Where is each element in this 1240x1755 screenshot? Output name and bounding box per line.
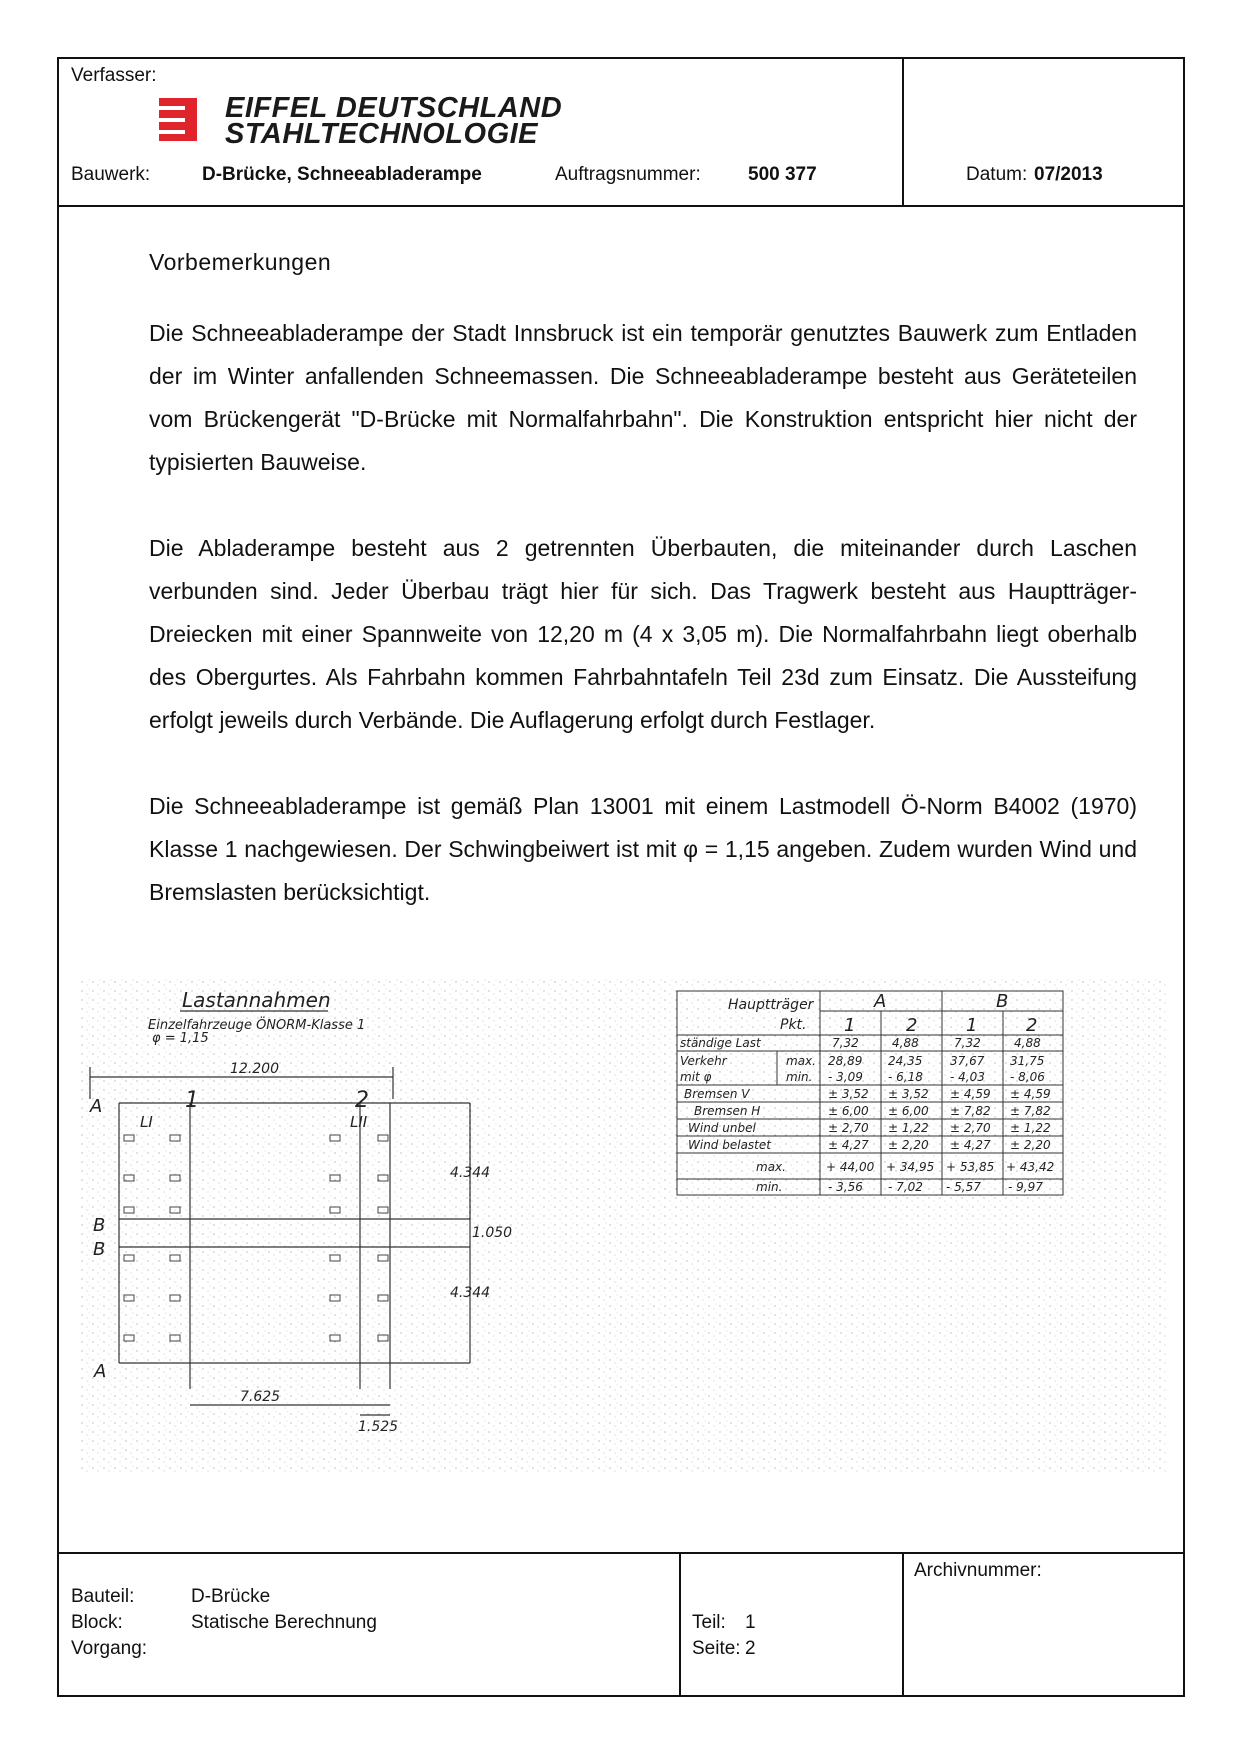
sketch-phi: φ = 1,15 (152, 1031, 209, 1046)
paragraph-1: Die Schneeabladerampe der Stadt Innsbruck ist ein temporär genutztes Bauwerk zum Entladen der im Winter anfallenden Schneemassen. Die Schneeabladerampe besteht aus Geräteteilen vom Brückengerät "D-Brücke mit Normalfahrbahn". Die Konstruktion entspricht hier nicht der typisierten Bauweise. (149, 320, 1137, 475)
cell-2-1: - 6,18 (888, 1070, 923, 1084)
point-label-2: 2 (355, 1088, 369, 1113)
dim-bottom-1: 7.625 (240, 1389, 281, 1405)
table-point-label: Pkt. (780, 1017, 807, 1033)
logo-line-2: STAHLTECHNOLOGIE (225, 118, 539, 150)
row-sub-7: max. (756, 1160, 786, 1174)
cell-4-2: ± 7,82 (950, 1104, 991, 1118)
cell-5-3: ± 1,22 (1010, 1121, 1051, 1135)
cell-7-0: + 44,00 (826, 1160, 875, 1174)
row-sub-8: min. (756, 1180, 783, 1194)
cell-0-3: 4,88 (1014, 1036, 1041, 1050)
lane-label-2: LII (350, 1113, 368, 1131)
component-label: Bauteil: (71, 1586, 135, 1607)
cell-7-1: + 34,95 (886, 1160, 935, 1174)
dim-span: 12.200 (230, 1061, 279, 1077)
cell-4-3: ± 7,82 (1010, 1104, 1051, 1118)
cell-2-3: - 8,06 (1010, 1070, 1045, 1084)
axis-b-top: B (93, 1215, 106, 1236)
page-label: Seite: (692, 1638, 741, 1659)
cell-5-0: ± 2,70 (828, 1121, 869, 1135)
dim-bottom-2: 1.525 (358, 1419, 399, 1435)
cell-8-1: - 7,02 (888, 1180, 923, 1194)
archive-label: Archivnummer: (914, 1560, 1042, 1581)
cell-4-0: ± 6,00 (828, 1104, 869, 1118)
header-left-cell (59, 59, 904, 207)
cell-3-3: ± 4,59 (1010, 1087, 1051, 1101)
table-col-b2: 2 (1026, 1015, 1038, 1036)
cell-6-3: ± 2,20 (1010, 1138, 1051, 1152)
load-figure (80, 979, 1166, 1473)
cell-3-0: ± 3,52 (828, 1087, 869, 1101)
paragraph-2: Die Abladerampe besteht aus 2 getrennten Überbauten, die miteinander durch Laschen verbunden sind. Jeder Überbau trägt hier für sich. Das Tragwerk besteht aus Hauptträger-Dreiecken mit einer Spannweite von 12,20 m (4 x 3,05 m). Die Normalfahrbahn liegt oberhalb des Obergurtes. Als Fahrbahn kommen Fahrbahntafeln Teil 23d zum Einsatz. Die Aussteifung erfolgt jeweils durch Verbände. Die Auflagerung erfolgt durch Festlager. (149, 535, 1137, 733)
table-group-b: B (996, 991, 1009, 1012)
dim-width-2: 4.344 (450, 1285, 491, 1301)
cell-1-2: 37,67 (950, 1054, 985, 1068)
dim-gap: 1.050 (472, 1225, 513, 1241)
page-frame (57, 57, 1185, 1697)
lane-label-1: LI (140, 1113, 153, 1131)
page-value: 2 (745, 1638, 756, 1659)
dim-width-1: 4.344 (450, 1165, 491, 1181)
row-label-0: ständige Last (680, 1036, 761, 1050)
axis-a-top: A (90, 1096, 103, 1117)
cell-5-1: ± 1,22 (888, 1121, 929, 1135)
cell-0-0: 7,32 (832, 1036, 859, 1050)
author-label: Verfasser: (71, 65, 157, 86)
cell-4-1: ± 6,00 (888, 1104, 929, 1118)
row-label-5: Wind unbel (688, 1121, 756, 1135)
cell-8-0: - 3,56 (828, 1180, 863, 1194)
paragraph-3: Die Schneeabladerampe ist gemäß Plan 13001 mit einem Lastmodell Ö-Norm B4002 (1970) Klasse 1 nachgewiesen. Der Schwingbeiwert ist mit φ = 1,15 angeben. Zudem wurden Wind und Bremslasten berücksichtigt. (149, 793, 1137, 905)
cell-0-1: 4,88 (892, 1036, 919, 1050)
cell-1-1: 24,35 (888, 1054, 923, 1068)
logo-mark-icon (155, 96, 201, 142)
cell-1-0: 28,89 (828, 1054, 863, 1068)
axis-a-bottom: A (94, 1361, 107, 1382)
sketch-title: Lastannahmen (182, 988, 331, 1012)
order-label: Auftragsnummer: (555, 164, 701, 185)
main-content (149, 249, 1137, 957)
structure-value: D-Brücke, Schneeabladerampe (202, 164, 482, 185)
cell-3-2: ± 4,59 (950, 1087, 991, 1101)
table-col-a1: 1 (844, 1015, 856, 1036)
row-label-3: Bremsen V (684, 1087, 750, 1101)
sketch-subtitle: Einzelfahrzeuge ÖNORM-Klasse 1 (148, 1018, 366, 1033)
cell-6-0: ± 4,27 (828, 1138, 869, 1152)
logo-line-1: EIFFEL DEUTSCHLAND (225, 92, 563, 124)
header-right-cell (904, 59, 1183, 207)
table-group-a: A (874, 991, 887, 1012)
date-label: Datum: (966, 164, 1028, 185)
row-label-4: Bremsen H (694, 1104, 761, 1118)
footer-left-cell (59, 1552, 681, 1695)
cell-2-2: - 4,03 (950, 1070, 985, 1084)
row-sub-1: max. (786, 1054, 816, 1068)
block-label: Block: (71, 1612, 123, 1633)
row-label-1: Verkehr (680, 1054, 727, 1068)
process-label: Vorgang: (71, 1638, 148, 1659)
table-col-a2: 2 (906, 1015, 918, 1036)
date-value: 07/2013 (1034, 164, 1103, 185)
axis-b-bottom: B (93, 1239, 106, 1260)
cell-7-2: + 53,85 (946, 1160, 995, 1174)
cell-5-2: ± 2,70 (950, 1121, 991, 1135)
block-value: Statische Berechnung (191, 1612, 377, 1633)
footer-right-cell (904, 1552, 1183, 1695)
table-col-b1: 1 (966, 1015, 978, 1036)
row-sub-2: min. (786, 1070, 813, 1084)
cell-0-2: 7,32 (954, 1036, 981, 1050)
cell-8-2: - 5,57 (946, 1180, 981, 1194)
cell-7-3: + 43,42 (1006, 1160, 1055, 1174)
cell-6-1: ± 2,20 (888, 1138, 929, 1152)
part-label: Teil: (692, 1612, 726, 1633)
cell-2-0: - 3,09 (828, 1070, 863, 1084)
cell-6-2: ± 4,27 (950, 1138, 991, 1152)
structure-label: Bauwerk: (71, 164, 151, 185)
cell-1-3: 31,75 (1010, 1054, 1045, 1068)
order-value: 500 377 (748, 164, 817, 185)
point-label-1: 1 (185, 1088, 199, 1113)
table-header-label: Hauptträger (728, 997, 814, 1013)
row-label-6: Wind belastet (688, 1138, 771, 1152)
footer-middle-cell (681, 1552, 904, 1695)
component-value: D-Brücke (191, 1586, 271, 1607)
cell-8-3: - 9,97 (1008, 1180, 1043, 1194)
cell-3-1: ± 3,52 (888, 1087, 929, 1101)
part-value: 1 (745, 1612, 756, 1633)
section-heading: Vorbemerkungen (149, 249, 332, 275)
row-label-2: mit φ (680, 1070, 712, 1084)
